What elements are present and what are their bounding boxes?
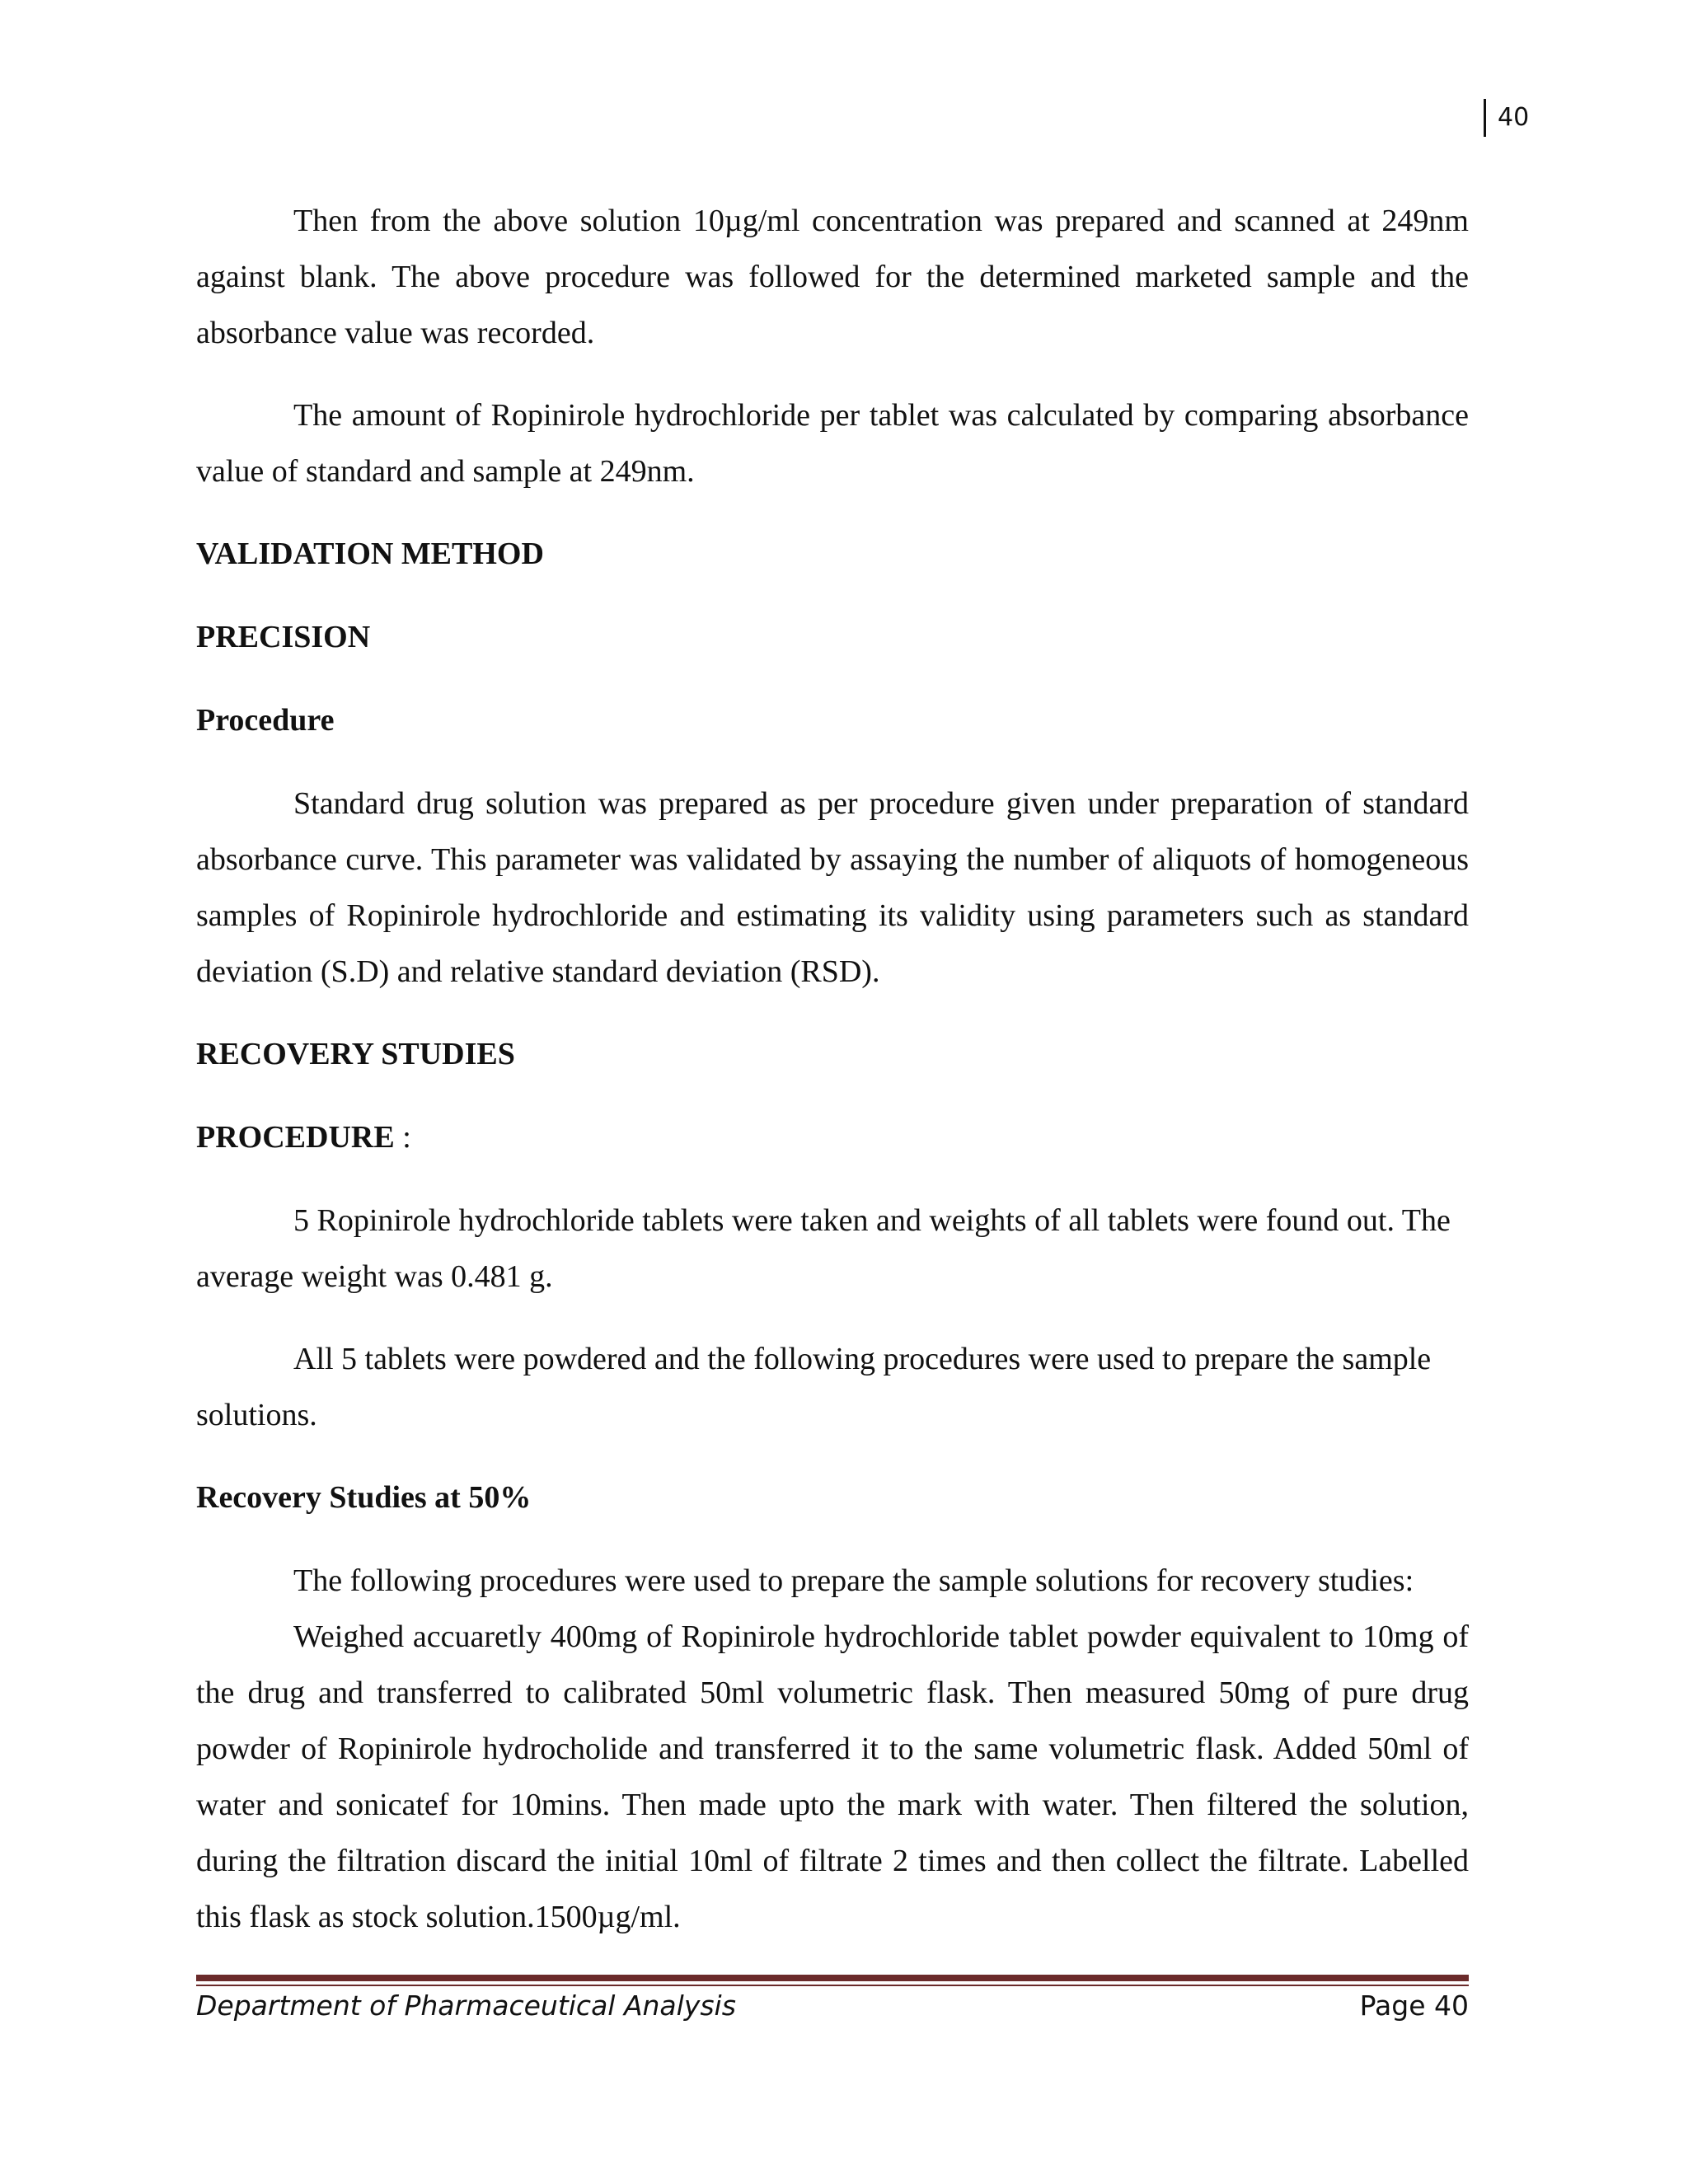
heading-procedure-caps-text: PROCEDURE	[196, 1120, 395, 1155]
footer-divider-thick	[196, 1975, 1469, 1981]
heading-recovery-studies: RECOVERY STUDIES	[196, 1037, 515, 1071]
paragraph-recovery-intro: The following procedures were used to prepare the sample solutions for recovery studies:	[293, 1563, 1414, 1598]
paragraph-powdered-tablets: All 5 tablets were powdered and the following procedures were used to prepare the sample solutions.	[196, 1342, 1432, 1432]
heading-recovery-50: Recovery Studies at 50%	[196, 1480, 532, 1515]
document-body	[196, 193, 1469, 1971]
paragraph-scan-procedure: Then from the above solution 10µg/ml concentration was prepared and scanned at 249nm against blank. The above procedure was followed for the determined marketed sample and the absorbance value was recorded.	[196, 204, 1469, 350]
heading-procedure: Procedure	[196, 703, 335, 738]
heading-validation-method: VALIDATION METHOD	[196, 537, 544, 571]
paragraph-precision-procedure: Standard drug solution was prepared as per procedure given under preparation of standard absorbance curve. This parameter was validated by assaying the number of aliquots of homogeneous samples of Ropinirole hydrochloride and estimating its validity using parameters such as standard deviation (S.D) and relative standard deviation (RSD).	[196, 786, 1469, 989]
heading-precision: PRECISION	[196, 620, 371, 654]
heading-procedure-caps-colon: :	[394, 1120, 411, 1155]
header-page-number: 40	[1484, 99, 1529, 137]
footer-page-label: Page 40	[1359, 1990, 1469, 2022]
heading-procedure-caps	[196, 1109, 1469, 1165]
paragraph-recovery-procedure: Weighed accuaretly 400mg of Ropinirole hydrochloride tablet powder equivalent to 10mg of the drug and transferred to calibrated 50ml volumetric flask. Then measured 50mg of pure drug powder of Ropinirole hydrocholide and transferred it to the same volumetric flask. Added 50ml of water and sonicatef for 10mins. Then made upto the mark with water. Then filtered the solution, during the filtration discard the initial 10ml of filtrate 2 times and then collect the filtrate. Labelled this flask as stock solution.1500µg/ml.	[196, 1619, 1469, 1934]
paragraph-tablet-weights: 5 Ropinirole hydrochloride tablets were taken and weights of all tablets were found out. The average weight was 0.481 g.	[196, 1203, 1451, 1294]
footer-department: Department of Pharmaceutical Analysis	[196, 1990, 736, 2022]
paragraph-amount-calculation: The amount of Ropinirole hydrochloride per tablet was calculated by comparing absorbance value of standard and sample at 249nm.	[196, 398, 1469, 489]
